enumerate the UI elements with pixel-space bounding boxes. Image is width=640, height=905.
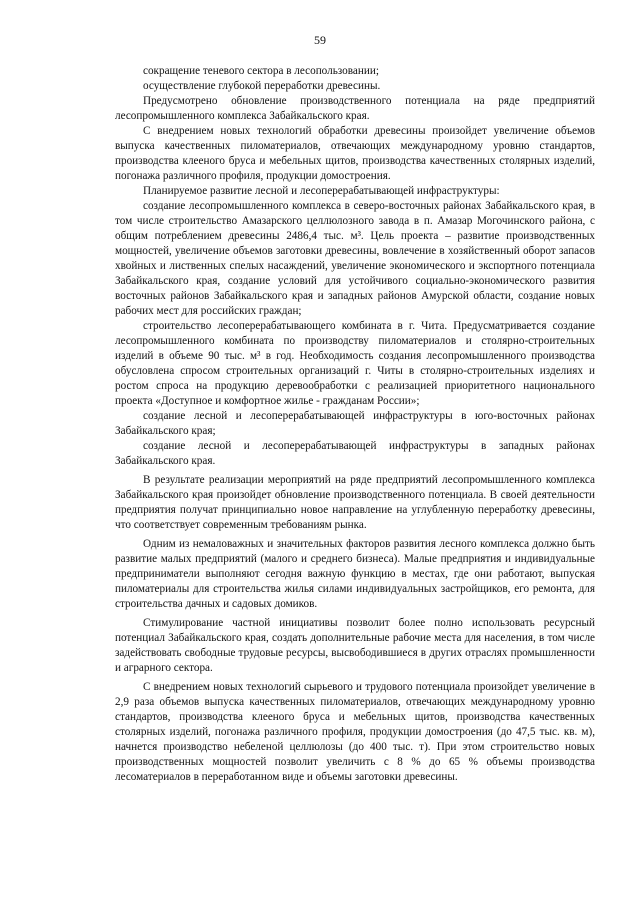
paragraph-3: Предусмотрено обновление производственного потенциала на ряде предприятий лесопромышленного комплекса Забайкальского края. [115,95,595,122]
paragraph-5: Планируемое развитие лесной и лесоперерабатывающей инфраструктуры: [143,185,500,197]
paragraph-7: строительство лесоперерабатывающего комбината в г. Чита. Предусматривается создание лесопромышленного комбината по производству пиломатериалов и столярно-строительных изделий в объеме 90 тыс. м³ в год. Необходимость создания лесопромышленного производства обусловлена спросом строительных организаций г. Читы в столярно-строительных изделиях и ростом спроса на продукцию деревообработки с реализацией приоритетного национального проекта «Доступное и комфортное жилье - гражданам России»; [115,320,595,407]
paragraph-4: С внедрением новых технологий обработки древесины произойдет увеличение объемов выпуска качественных пиломатериалов, отвечающих международному уровню стандартов, производства клееного бруса и мебельных щитов, производства качественных столярных изделий, погонажа различного профиля, продукции домостроения. [115,125,595,182]
paragraph-13: С внедрением новых технологий сырьевого и трудового потенциала произойдет увеличение в 2,9 раза объемов выпуска качественных пиломатериалов, отвечающих международному уровню стандартов, производства клееного бруса и мебельных щитов, производства качественных столярных изделий, погонажа различного профиля, продукции домостроения (до 47,5 тыс. кв. м), начнется производство небеленой целлюлозы (до 400 тыс. т). При этом строительство новых производственных мощностей позволит увеличить с 8 % до 65 % объемы производства лесоматериалов в переработанном виде и объемы заготовки древесины. [115,681,595,783]
paragraph-11: Одним из немаловажных и значительных факторов развития лесного комплекса должно быть развитие малых предприятий (малого и среднего бизнеса). Малые предприятия и индивидуальные предприниматели выполняют сегодня важную функцию в местах, где они работают, выпуская пиломатериалы для строительства жилья силами индивидуальных застройщиков, его ремонта, для строительства дачных и садовых домиков. [115,538,595,610]
paragraph-12: Стимулирование частной инициативы позволит более полно использовать ресурсный потенциал Забайкальского края, создать дополнительные рабочие места для населения, в том числе задействовать свободные трудовые ресурсы, высвободившиеся в других отраслях промышленности и аграрного сектора. [115,617,595,674]
paragraph-9: создание лесной и лесоперерабатывающей инфраструктуры в западных районах Забайкальского края. [115,440,595,467]
paragraph-1: сокращение теневого сектора в лесопользовании; [143,65,379,77]
paragraph-6: создание лесопромышленного комплекса в северо-восточных районах Забайкальского края, в том числе строительство Амазарского целлюлозного завода в п. Амазар Могочинского района, с общим потреблением древесины 2486,4 тыс. м³. Цель проекта – развитие производственных мощностей, увеличение объемов заготовки древесины, вовлечение в хозяйственный оборот запасов хвойных и лиственных спелых насаждений, увеличение экономического и экспортного потенциала Забайкальского края, создание условий для устойчивого социально-экономического развития восточных районов Забайкальского края и западных районов Амурской области, создание новых рабочих мест для российских граждан; [115,200,595,317]
paragraph-10: В результате реализации мероприятий на ряде предприятий лесопромышленного комплекса Забайкальского края произойдет обновление производственного потенциала. В своей деятельности предприятия получат принципиально новое направление на углубленную переработку древесины, что соответствует современным требованиям рынка. [115,474,595,531]
paragraph-2: осуществление глубокой переработки древесины. [143,80,381,92]
paragraph-8: создание лесной и лесоперерабатывающей инфраструктуры в юго-восточных районах Забайкальского края; [115,410,595,437]
document-body [115,64,595,785]
page-number: 59 [314,33,326,47]
